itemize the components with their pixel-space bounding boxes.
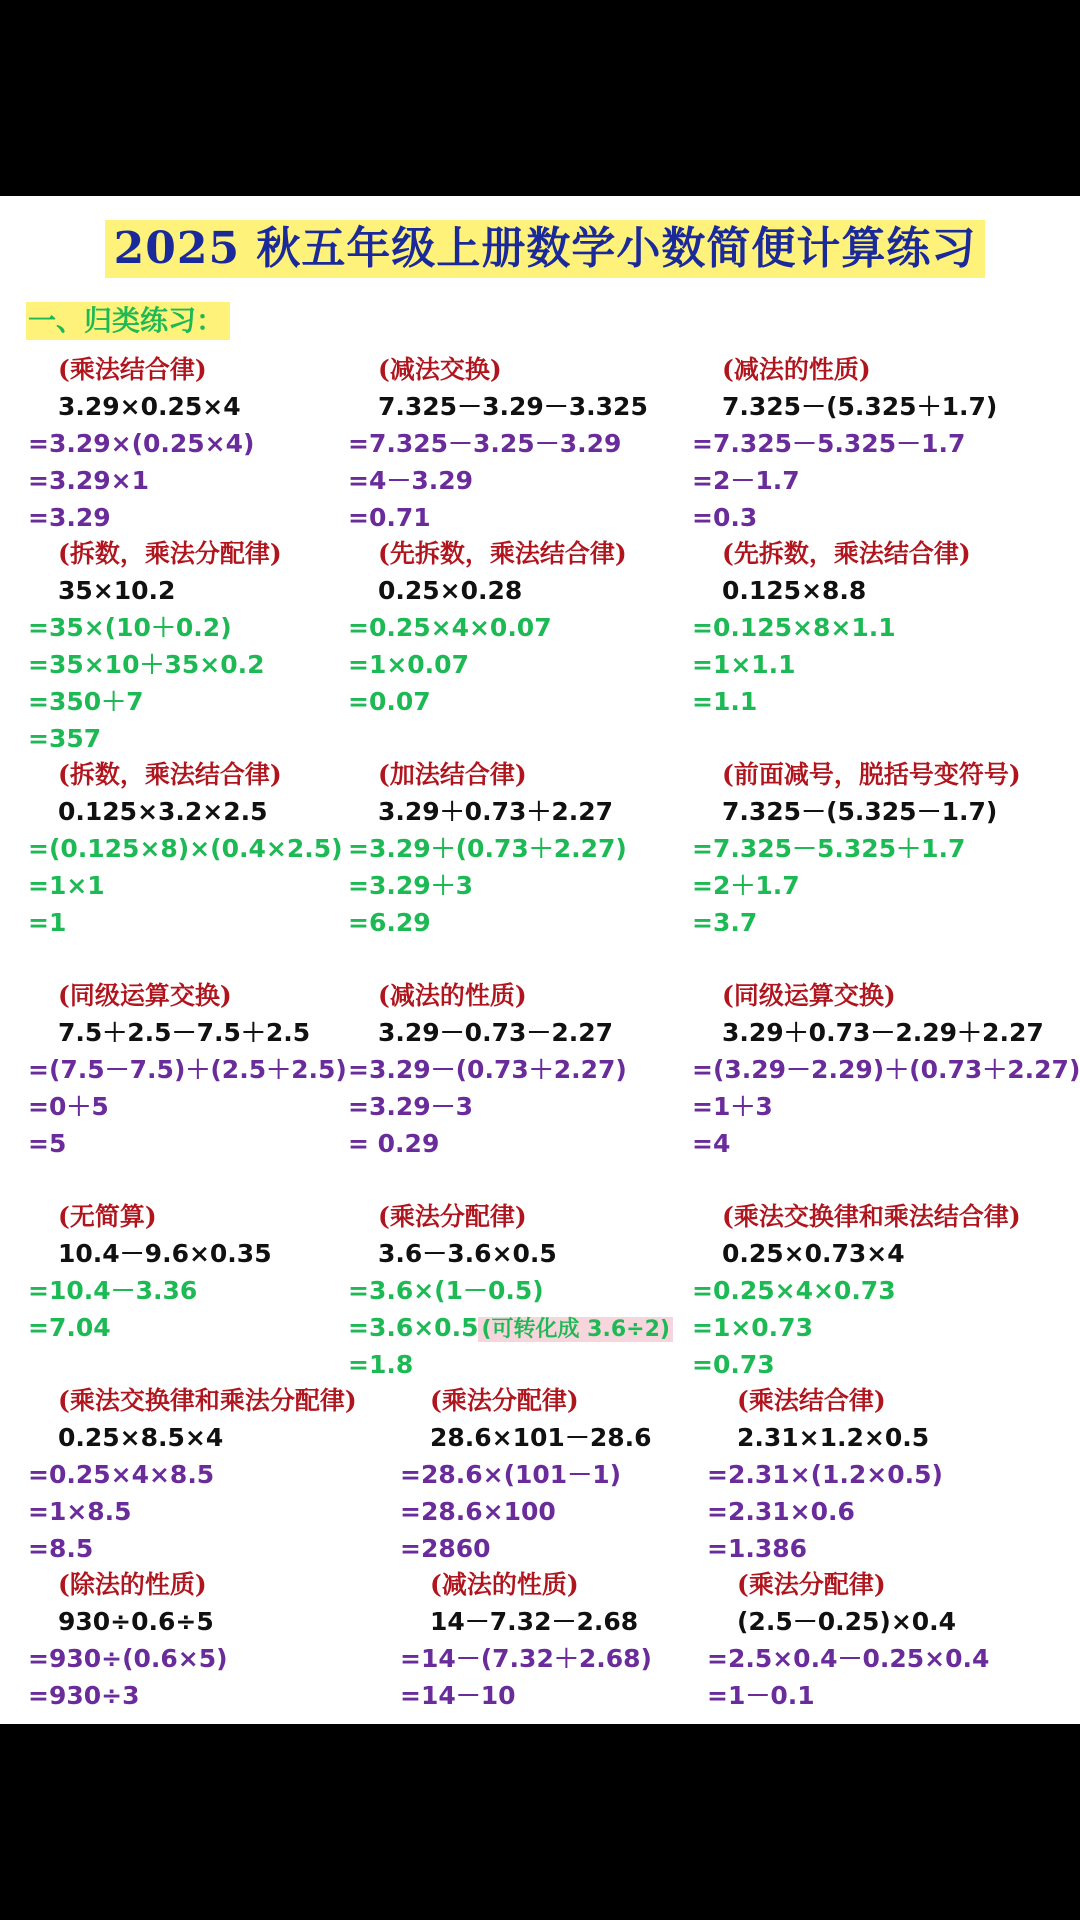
solution-step xyxy=(28,1456,357,1493)
solution-step xyxy=(692,425,997,462)
step-text: =2－1.7 xyxy=(692,466,800,495)
step-text: =35×(10＋0.2) xyxy=(28,613,232,642)
step-text: =3.29＋3 xyxy=(348,871,474,900)
law-label: (乘法分配律) xyxy=(378,1202,527,1231)
problem-11 xyxy=(348,977,627,1162)
solution-step xyxy=(692,867,1021,904)
solution-step xyxy=(348,609,627,646)
problem-16 xyxy=(28,1382,357,1567)
law-label: (减法的性质) xyxy=(722,355,871,384)
step-text: =35×10＋35×0.2 xyxy=(28,650,265,679)
problem-20 xyxy=(400,1566,652,1714)
solution-step xyxy=(28,904,343,941)
solution-step xyxy=(707,1456,943,1493)
expression: 2.31×1.2×0.5 xyxy=(737,1423,930,1452)
step-text: =1.1 xyxy=(692,687,758,716)
solution-step xyxy=(28,720,282,757)
solution-step xyxy=(348,499,648,536)
law-label: (先拆数，乘法结合律) xyxy=(378,539,627,568)
solution-step xyxy=(348,425,648,462)
solution-step xyxy=(400,1640,652,1677)
solution-step xyxy=(348,1125,627,1162)
step-text: =28.6×(101－1) xyxy=(400,1460,622,1489)
problem-7 xyxy=(28,756,343,941)
step-text: =1×0.73 xyxy=(692,1313,813,1342)
solution-step xyxy=(348,646,627,683)
step-text: =0.25×4×0.73 xyxy=(692,1276,896,1305)
solution-step xyxy=(28,1493,357,1530)
step-text: =10.4－3.36 xyxy=(28,1276,198,1305)
law-label: (乘法分配律) xyxy=(430,1386,579,1415)
problem-10 xyxy=(28,977,347,1162)
step-text: =4 xyxy=(692,1129,731,1158)
problem-4 xyxy=(28,535,282,757)
solution-step xyxy=(692,609,971,646)
expression: 7.325－(5.325＋1.7) xyxy=(722,392,998,421)
expression: 0.25×8.5×4 xyxy=(58,1423,224,1452)
solution-step xyxy=(692,1346,1021,1383)
problem-19 xyxy=(28,1566,228,1714)
step-text: =7.325－5.325＋1.7 xyxy=(692,834,966,863)
law-label: (同级运算交换) xyxy=(58,981,232,1010)
solution-step xyxy=(28,1309,272,1346)
solution-step xyxy=(348,1346,673,1383)
step-text: =7.04 xyxy=(28,1313,111,1342)
solution-step xyxy=(28,1530,357,1567)
solution-step xyxy=(28,867,343,904)
step-text: =7.325－3.25－3.29 xyxy=(348,429,622,458)
solution-step xyxy=(692,462,997,499)
solution-step xyxy=(348,904,627,941)
problem-5 xyxy=(348,535,627,720)
solution-step xyxy=(28,1640,228,1677)
solution-step xyxy=(348,830,627,867)
problem-9 xyxy=(692,756,1021,941)
problem-13 xyxy=(28,1198,272,1346)
solution-step xyxy=(28,1677,228,1714)
law-label: (拆数，乘法分配律) xyxy=(58,539,282,568)
solution-step xyxy=(707,1640,989,1677)
step-text: =2860 xyxy=(400,1534,491,1563)
solution-step xyxy=(28,830,343,867)
step-text: =14－(7.32＋2.68) xyxy=(400,1644,652,1673)
problem-8 xyxy=(348,756,627,941)
expression: 0.25×0.28 xyxy=(378,576,523,605)
law-label: (加法结合律) xyxy=(378,760,527,789)
section-heading: 一、归类练习： xyxy=(26,302,230,340)
solution-step xyxy=(348,1309,673,1346)
step-text: =(7.5－7.5)＋(2.5＋2.5) xyxy=(28,1055,347,1084)
expression: 0.125×3.2×2.5 xyxy=(58,797,268,826)
step-text: =1×8.5 xyxy=(28,1497,132,1526)
expression: 3.29＋0.73－2.29＋2.27 xyxy=(722,1018,1044,1047)
problem-14 xyxy=(348,1198,673,1383)
step-text: =(0.125×8)×(0.4×2.5) xyxy=(28,834,343,863)
expression: 28.6×101－28.6 xyxy=(430,1423,652,1452)
solution-step xyxy=(400,1456,652,1493)
solution-step xyxy=(28,462,254,499)
expression: 7.5＋2.5－7.5＋2.5 xyxy=(58,1018,311,1047)
problem-21 xyxy=(707,1566,989,1714)
step-text: =2.5×0.4－0.25×0.4 xyxy=(707,1644,990,1673)
law-label: (除法的性质) xyxy=(58,1570,207,1599)
expression: 3.29×0.25×4 xyxy=(58,392,241,421)
problem-18 xyxy=(707,1382,943,1567)
law-label: (乘法交换律和乘法分配律) xyxy=(58,1386,357,1415)
solution-step xyxy=(692,830,1021,867)
expression: 930÷0.6÷5 xyxy=(58,1607,214,1636)
step-text: =3.29×(0.25×4) xyxy=(28,429,255,458)
solution-step xyxy=(692,1088,1080,1125)
step-text: =0.71 xyxy=(348,503,431,532)
step-text: =3.29×1 xyxy=(28,466,149,495)
step-text: =3.6×(1－0.5) xyxy=(348,1276,544,1305)
step-text: =0.3 xyxy=(692,503,758,532)
step-text: =1＋3 xyxy=(692,1092,773,1121)
step-text: =(3.29－2.29)＋(0.73＋2.27) xyxy=(692,1055,1080,1084)
expression: (2.5－0.25)×0.4 xyxy=(737,1607,957,1636)
step-text: =3.6×0.5 xyxy=(348,1313,479,1342)
solution-step xyxy=(692,1309,1021,1346)
step-text: =1×0.07 xyxy=(348,650,469,679)
page-title: 2025 秋五年级上册数学小数简便计算练习 xyxy=(105,220,985,278)
law-label: (拆数，乘法结合律) xyxy=(58,760,282,789)
solution-step xyxy=(348,1272,673,1309)
solution-step xyxy=(692,646,971,683)
solution-step xyxy=(28,646,282,683)
step-text: =0.07 xyxy=(348,687,431,716)
solution-step xyxy=(692,499,997,536)
step-text: =350＋7 xyxy=(28,687,144,716)
solution-step xyxy=(400,1493,652,1530)
solution-step xyxy=(348,683,627,720)
law-label: (减法的性质) xyxy=(378,981,527,1010)
law-label: (乘法结合律) xyxy=(737,1386,886,1415)
step-text: =1×1.1 xyxy=(692,650,796,679)
law-label: (前面减号，脱括号变符号) xyxy=(722,760,1021,789)
solution-step xyxy=(28,1272,272,1309)
solution-step xyxy=(348,1051,627,1088)
expression: 3.6－3.6×0.5 xyxy=(378,1239,557,1268)
expression: 35×10.2 xyxy=(58,576,176,605)
law-label: (减法交换) xyxy=(378,355,502,384)
law-label: (同级运算交换) xyxy=(722,981,896,1010)
expression: 14－7.32－2.68 xyxy=(430,1607,639,1636)
solution-step xyxy=(692,904,1021,941)
law-label: (乘法交换律和乘法结合律) xyxy=(722,1202,1021,1231)
step-text: =0＋5 xyxy=(28,1092,109,1121)
law-label: (乘法分配律) xyxy=(737,1570,886,1599)
solution-step xyxy=(692,1051,1080,1088)
solution-step xyxy=(707,1530,943,1567)
step-text: =2.31×0.6 xyxy=(707,1497,855,1526)
solution-step xyxy=(28,425,254,462)
step-text: =930÷3 xyxy=(28,1681,140,1710)
step-text: =0.73 xyxy=(692,1350,775,1379)
law-label: (减法的性质) xyxy=(430,1570,579,1599)
problem-12 xyxy=(692,977,1080,1162)
step-text: =5 xyxy=(28,1129,67,1158)
solution-step xyxy=(400,1530,652,1567)
step-text: =0.25×4×0.07 xyxy=(348,613,552,642)
solution-step xyxy=(28,1051,347,1088)
solution-step xyxy=(28,609,282,646)
step-text: =28.6×100 xyxy=(400,1497,556,1526)
problem-3 xyxy=(692,351,997,536)
step-text: =1.386 xyxy=(707,1534,808,1563)
problem-1 xyxy=(28,351,254,536)
step-text: =2.31×(1.2×0.5) xyxy=(707,1460,943,1489)
hint-note: (可转化成 3.6÷2) xyxy=(478,1317,672,1342)
solution-step xyxy=(707,1493,943,1530)
expression: 3.29＋0.73＋2.27 xyxy=(378,797,614,826)
step-text: =1 xyxy=(28,908,67,937)
expression: 7.325－3.29－3.325 xyxy=(378,392,648,421)
step-text: =3.29－3 xyxy=(348,1092,474,1121)
expression: 10.4－9.6×0.35 xyxy=(58,1239,272,1268)
problem-15 xyxy=(692,1198,1021,1383)
problem-2 xyxy=(348,351,648,536)
expression: 7.325－(5.325－1.7) xyxy=(722,797,998,826)
step-text: =3.29 xyxy=(28,503,111,532)
worksheet-page xyxy=(0,196,1080,1724)
step-text: =7.325－5.325－1.7 xyxy=(692,429,966,458)
step-text: =14－10 xyxy=(400,1681,516,1710)
problem-17 xyxy=(400,1382,652,1567)
step-text: =3.29－(0.73＋2.27) xyxy=(348,1055,627,1084)
law-label: (乘法结合律) xyxy=(58,355,207,384)
step-text: = 0.29 xyxy=(348,1129,440,1158)
step-text: =3.7 xyxy=(692,908,758,937)
step-text: =4－3.29 xyxy=(348,466,474,495)
step-text: =357 xyxy=(28,724,102,753)
solution-step xyxy=(28,1125,347,1162)
step-text: =0.25×4×8.5 xyxy=(28,1460,215,1489)
solution-step xyxy=(400,1677,652,1714)
solution-step xyxy=(692,1125,1080,1162)
step-text: =1.8 xyxy=(348,1350,414,1379)
solution-step xyxy=(707,1677,989,1714)
solution-step xyxy=(28,499,254,536)
solution-step xyxy=(348,1088,627,1125)
step-text: =8.5 xyxy=(28,1534,94,1563)
step-text: =1×1 xyxy=(28,871,105,900)
solution-step xyxy=(348,867,627,904)
expression: 0.125×8.8 xyxy=(722,576,867,605)
solution-step xyxy=(692,683,971,720)
solution-step xyxy=(28,1088,347,1125)
step-text: =2＋1.7 xyxy=(692,871,800,900)
step-text: =930÷(0.6×5) xyxy=(28,1644,228,1673)
expression: 0.25×0.73×4 xyxy=(722,1239,905,1268)
expression: 3.29－0.73－2.27 xyxy=(378,1018,614,1047)
problem-6 xyxy=(692,535,971,720)
solution-step xyxy=(348,462,648,499)
law-label: (先拆数，乘法结合律) xyxy=(722,539,971,568)
step-text: =0.125×8×1.1 xyxy=(692,613,896,642)
step-text: =6.29 xyxy=(348,908,431,937)
solution-step xyxy=(28,683,282,720)
step-text: =3.29＋(0.73＋2.27) xyxy=(348,834,627,863)
solution-step xyxy=(692,1272,1021,1309)
step-text: =1－0.1 xyxy=(707,1681,815,1710)
law-label: (无简算) xyxy=(58,1202,157,1231)
